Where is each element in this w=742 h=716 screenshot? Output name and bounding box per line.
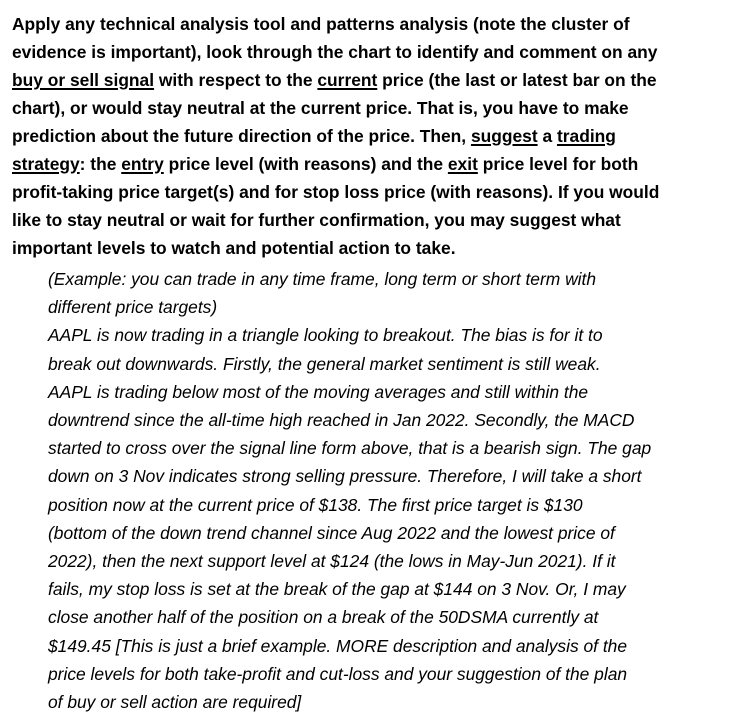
instruction-line: chart), or would stay neutral at the current price. That is, you have to make	[12, 98, 629, 118]
instruction-line: important levels to watch and potential action to take.	[12, 238, 456, 258]
underlined-term-strategy: strategy	[12, 154, 80, 174]
underlined-term-buy-sell-signal: buy or sell signal	[12, 70, 155, 90]
answer-line: break out downwards. Firstly, the general market sentiment is still weak.	[48, 353, 601, 374]
instruction-text: a	[537, 126, 557, 146]
answer-line: (Example: you can trade in any time frame, long term or short term with	[48, 269, 597, 289]
instruction-line	[12, 150, 734, 178]
underlined-term-suggest: suggest	[470, 126, 538, 146]
answer-line: 2022), then the next support level at $124 (the lows in May-Jun 2021). If it	[48, 551, 616, 572]
answer-line: fails, my stop loss is set at the break of the gap at $144 on 3 Nov. Or, I may	[48, 579, 626, 600]
answer-line: started to cross over the signal line form above, that is a bearish sign. The gap	[48, 438, 652, 459]
answer-line: of buy or sell action are required]	[48, 692, 302, 713]
answer-line: price levels for both take-profit and cut-loss and your suggestion of the plan	[48, 663, 628, 684]
instruction-line: Apply any technical analysis tool and patterns analysis (note the cluster of	[12, 14, 630, 34]
answer-line: down on 3 Nov indicates strong selling pressure. Therefore, I will take a short	[48, 466, 642, 487]
answer-line: (bottom of the down trend channel since Aug 2022 and the lowest price of	[48, 522, 615, 543]
underlined-term-current: current	[317, 70, 378, 90]
answer-line: AAPL is now trading in a triangle looking to breakout. The bias is for it to	[48, 325, 603, 346]
answer-line: close another half of the position on a break of the 50DSMA currently at	[48, 607, 599, 628]
instruction-text: price level (with reasons) and the	[163, 154, 448, 174]
example-answer	[48, 265, 738, 716]
answer-line: position now at the current price of $138. The first price target is $130	[48, 494, 583, 515]
instruction-line	[12, 122, 734, 150]
instruction-text: price (the last or latest bar on the	[377, 70, 657, 90]
instruction-line	[12, 66, 734, 94]
instruction-text: price level for both	[477, 154, 639, 174]
instruction-line: evidence is important), look through the chart to identify and comment on any	[12, 42, 658, 62]
instruction-paragraph	[12, 10, 734, 262]
underlined-term-entry: entry	[121, 154, 164, 174]
instruction-line: like to stay neutral or wait for further confirmation, you may suggest what	[12, 210, 621, 230]
instruction-text: with respect to the	[154, 70, 318, 90]
answer-line: $149.45 [This is just a brief example. MORE description and analysis of the	[48, 635, 628, 656]
underlined-term-exit: exit	[447, 154, 478, 174]
answer-line: different price targets)	[48, 297, 218, 318]
instruction-text: : the	[79, 154, 122, 174]
answer-line: AAPL is trading below most of the moving averages and still within the	[48, 381, 589, 402]
instruction-line: profit-taking price target(s) and for stop loss price (with reasons). If you would	[12, 182, 660, 202]
answer-line: downtrend since the all-time high reached in Jan 2022. Secondly, the MACD	[48, 410, 635, 431]
instruction-text: prediction about the future direction of the price. Then,	[12, 126, 471, 146]
underlined-term-trading: trading	[556, 126, 616, 146]
